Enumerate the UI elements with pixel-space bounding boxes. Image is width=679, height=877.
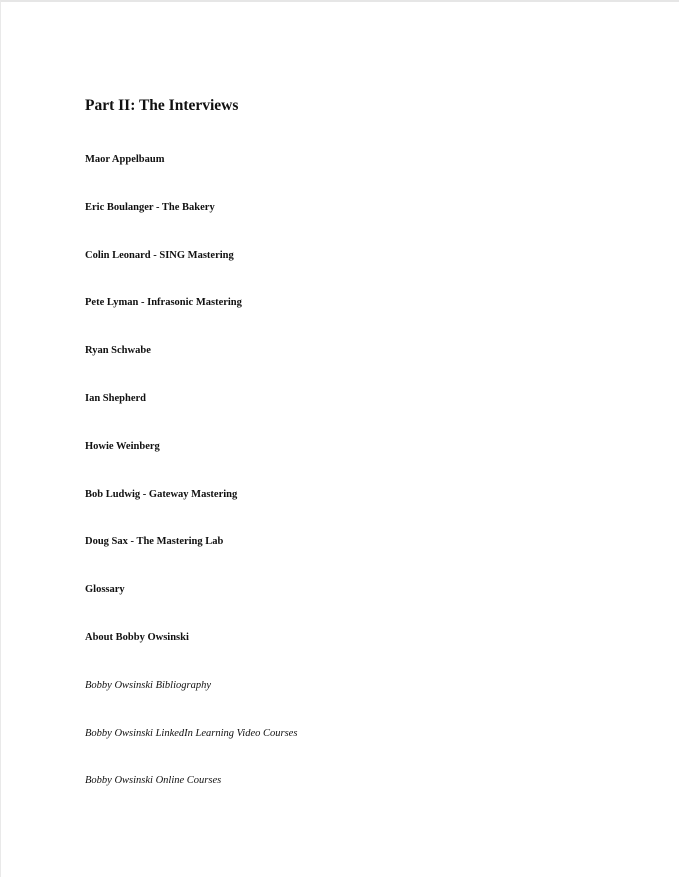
toc-entry-linkedin-courses[interactable]: Bobby Owsinski LinkedIn Learning Video Courses <box>85 727 298 739</box>
toc-entry-doug-sax[interactable]: Doug Sax - The Mastering Lab <box>85 536 224 548</box>
section-heading: Part II: The Interviews <box>85 97 239 114</box>
toc-entry-colin-leonard[interactable]: Colin Leonard - SING Mastering <box>85 249 234 261</box>
toc-entry-howie-weinberg[interactable]: Howie Weinberg <box>85 440 160 452</box>
toc-entry-pete-lyman[interactable]: Pete Lyman - Infrasonic Mastering <box>85 297 242 309</box>
toc-entry-ian-shepherd[interactable]: Ian Shepherd <box>85 392 146 404</box>
toc-entry-about-author[interactable]: About Bobby Owsinski <box>85 631 189 643</box>
toc-entry-ryan-schwabe[interactable]: Ryan Schwabe <box>85 345 151 357</box>
toc-entry-eric-boulanger[interactable]: Eric Boulanger - The Bakery <box>85 201 215 213</box>
toc-entry-online-courses[interactable]: Bobby Owsinski Online Courses <box>85 775 222 787</box>
toc-entry-glossary[interactable]: Glossary <box>85 584 125 596</box>
toc-entry-bibliography[interactable]: Bobby Owsinski Bibliography <box>85 679 211 691</box>
table-of-contents <box>85 152 297 821</box>
toc-entry-maor-appelbaum[interactable]: Maor Appelbaum <box>85 154 165 165</box>
toc-entry-bob-ludwig[interactable]: Bob Ludwig - Gateway Mastering <box>85 488 238 500</box>
